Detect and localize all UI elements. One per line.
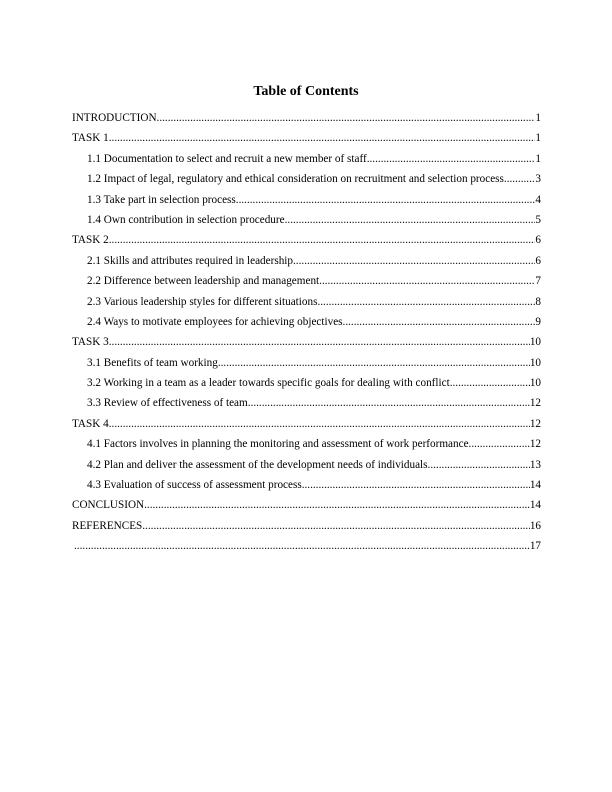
dot-leader <box>428 460 530 471</box>
toc-entry-label: 1.4 Own contribution in selection procedure <box>87 213 285 226</box>
dot-leader <box>293 256 535 267</box>
toc-entry-label: 4.1 Factors involves in planning the monitoring and assessment of work performance <box>87 438 469 451</box>
dot-leader <box>157 113 536 124</box>
toc-entry-page: 16 <box>529 519 541 532</box>
toc-entry-page: 6 <box>535 234 541 247</box>
table-of-contents <box>72 113 541 562</box>
toc-entry-label: 4.2 Plan and deliver the assessment of the development needs of individuals <box>87 458 428 471</box>
toc-entry-1-4[interactable] <box>72 215 541 235</box>
dot-leader <box>248 398 530 409</box>
toc-entry-label: 1.3 Take part in selection process <box>87 193 236 206</box>
toc-entry-page: 1 <box>535 132 541 145</box>
toc-entry-4-3[interactable] <box>72 480 541 500</box>
toc-entry-page: 13 <box>529 458 541 471</box>
toc-entry-label: TASK 3 <box>72 336 109 349</box>
toc-entry-label: 2.4 Ways to motivate employees for achieving objectives <box>87 315 343 328</box>
dot-leader <box>109 235 536 246</box>
toc-entry-label: 2.3 Various leadership styles for different situations <box>87 295 318 308</box>
toc-entry-conclusion[interactable] <box>72 500 541 520</box>
toc-entry-label: 2.2 Difference between leadership and management <box>87 275 320 288</box>
toc-entry-label: CONCLUSION <box>72 499 145 512</box>
toc-entry-page: 12 <box>529 417 541 430</box>
toc-entry-label: REFERENCES <box>72 519 143 532</box>
toc-entry-page: 3 <box>535 173 541 186</box>
toc-entry-2-3[interactable] <box>72 297 541 317</box>
toc-entry-page: 14 <box>529 499 541 512</box>
toc-entry-page: 6 <box>535 254 541 267</box>
dot-leader <box>144 500 530 511</box>
toc-entry-label: TASK 2 <box>72 234 109 247</box>
toc-entry-label: TASK 1 <box>72 132 109 145</box>
toc-entry-page: 1 <box>535 152 541 165</box>
toc-entry-page: 8 <box>535 295 541 308</box>
dot-leader <box>343 317 536 328</box>
dot-leader <box>109 337 530 348</box>
toc-entry-label: 3.1 Benefits of team working <box>87 356 218 369</box>
toc-entry-2-1[interactable] <box>72 256 541 276</box>
toc-entry-1-2[interactable] <box>72 174 541 194</box>
toc-entry-page: 12 <box>529 397 541 410</box>
dot-leader <box>302 480 530 491</box>
dot-leader <box>218 358 530 369</box>
toc-entry-label: 1.2 Impact of legal, regulatory and ethical consideration on recruitment and selection process <box>87 173 504 186</box>
toc-entry-4-1[interactable] <box>72 439 541 459</box>
dot-leader <box>236 195 536 206</box>
dot-leader <box>469 439 530 450</box>
dot-leader <box>109 419 530 430</box>
dot-leader <box>74 541 530 552</box>
toc-entry-2-2[interactable] <box>72 276 541 296</box>
toc-entry-task-2[interactable] <box>72 235 541 255</box>
toc-entry-label: 1.1 Documentation to select and recruit a new member of staff <box>87 152 367 165</box>
toc-entry-page: 9 <box>535 315 541 328</box>
toc-entry-page: 10 <box>529 336 541 349</box>
toc-entry-page: 10 <box>529 356 541 369</box>
toc-entry-label: TASK 4 <box>72 417 109 430</box>
toc-entry-page: 7 <box>535 275 541 288</box>
toc-entry-page: 10 <box>529 377 541 390</box>
dot-leader <box>142 521 530 532</box>
toc-entry-3-2[interactable] <box>72 378 541 398</box>
toc-entry-1-3[interactable] <box>72 195 541 215</box>
dot-leader <box>285 215 536 226</box>
toc-entry-task-4[interactable] <box>72 419 541 439</box>
toc-entry-1-1[interactable] <box>72 154 541 174</box>
toc-entry-page: 5 <box>535 213 541 226</box>
toc-entry-label: 2.1 Skills and attributes required in leadership <box>87 254 293 267</box>
dot-leader <box>504 174 536 185</box>
toc-entry-task-3[interactable] <box>72 337 541 357</box>
dot-leader <box>109 133 536 144</box>
dot-leader <box>319 276 535 287</box>
toc-entry-3-1[interactable] <box>72 358 541 378</box>
toc-entry-page: 1 <box>535 112 541 124</box>
toc-title: Table of Contents <box>253 84 359 99</box>
toc-entry-page: 17 <box>529 540 541 553</box>
toc-entry-page: 4 <box>535 193 541 206</box>
toc-entry-3-3[interactable] <box>72 398 541 418</box>
toc-entry-task-1[interactable] <box>72 133 541 153</box>
toc-entry-label: INTRODUCTION <box>72 112 157 124</box>
toc-entry-label: 3.3 Review of effectiveness of team <box>87 397 248 410</box>
toc-entry-references[interactable] <box>72 521 541 541</box>
toc-entry-introduction[interactable] <box>72 113 541 133</box>
toc-entry-label: 3.2 Working in a team as a leader towards specific goals for dealing with conflict <box>87 377 450 390</box>
dot-leader <box>367 154 536 165</box>
toc-entry-4-2[interactable] <box>72 460 541 480</box>
toc-entry-2-4[interactable] <box>72 317 541 337</box>
toc-entry-page: 12 <box>529 438 541 451</box>
dot-leader <box>317 297 535 308</box>
toc-entry-label: 4.3 Evaluation of success of assessment process <box>87 479 302 492</box>
toc-entry-untitled[interactable] <box>72 541 541 561</box>
dot-leader <box>450 378 530 389</box>
toc-entry-page: 14 <box>529 479 541 492</box>
